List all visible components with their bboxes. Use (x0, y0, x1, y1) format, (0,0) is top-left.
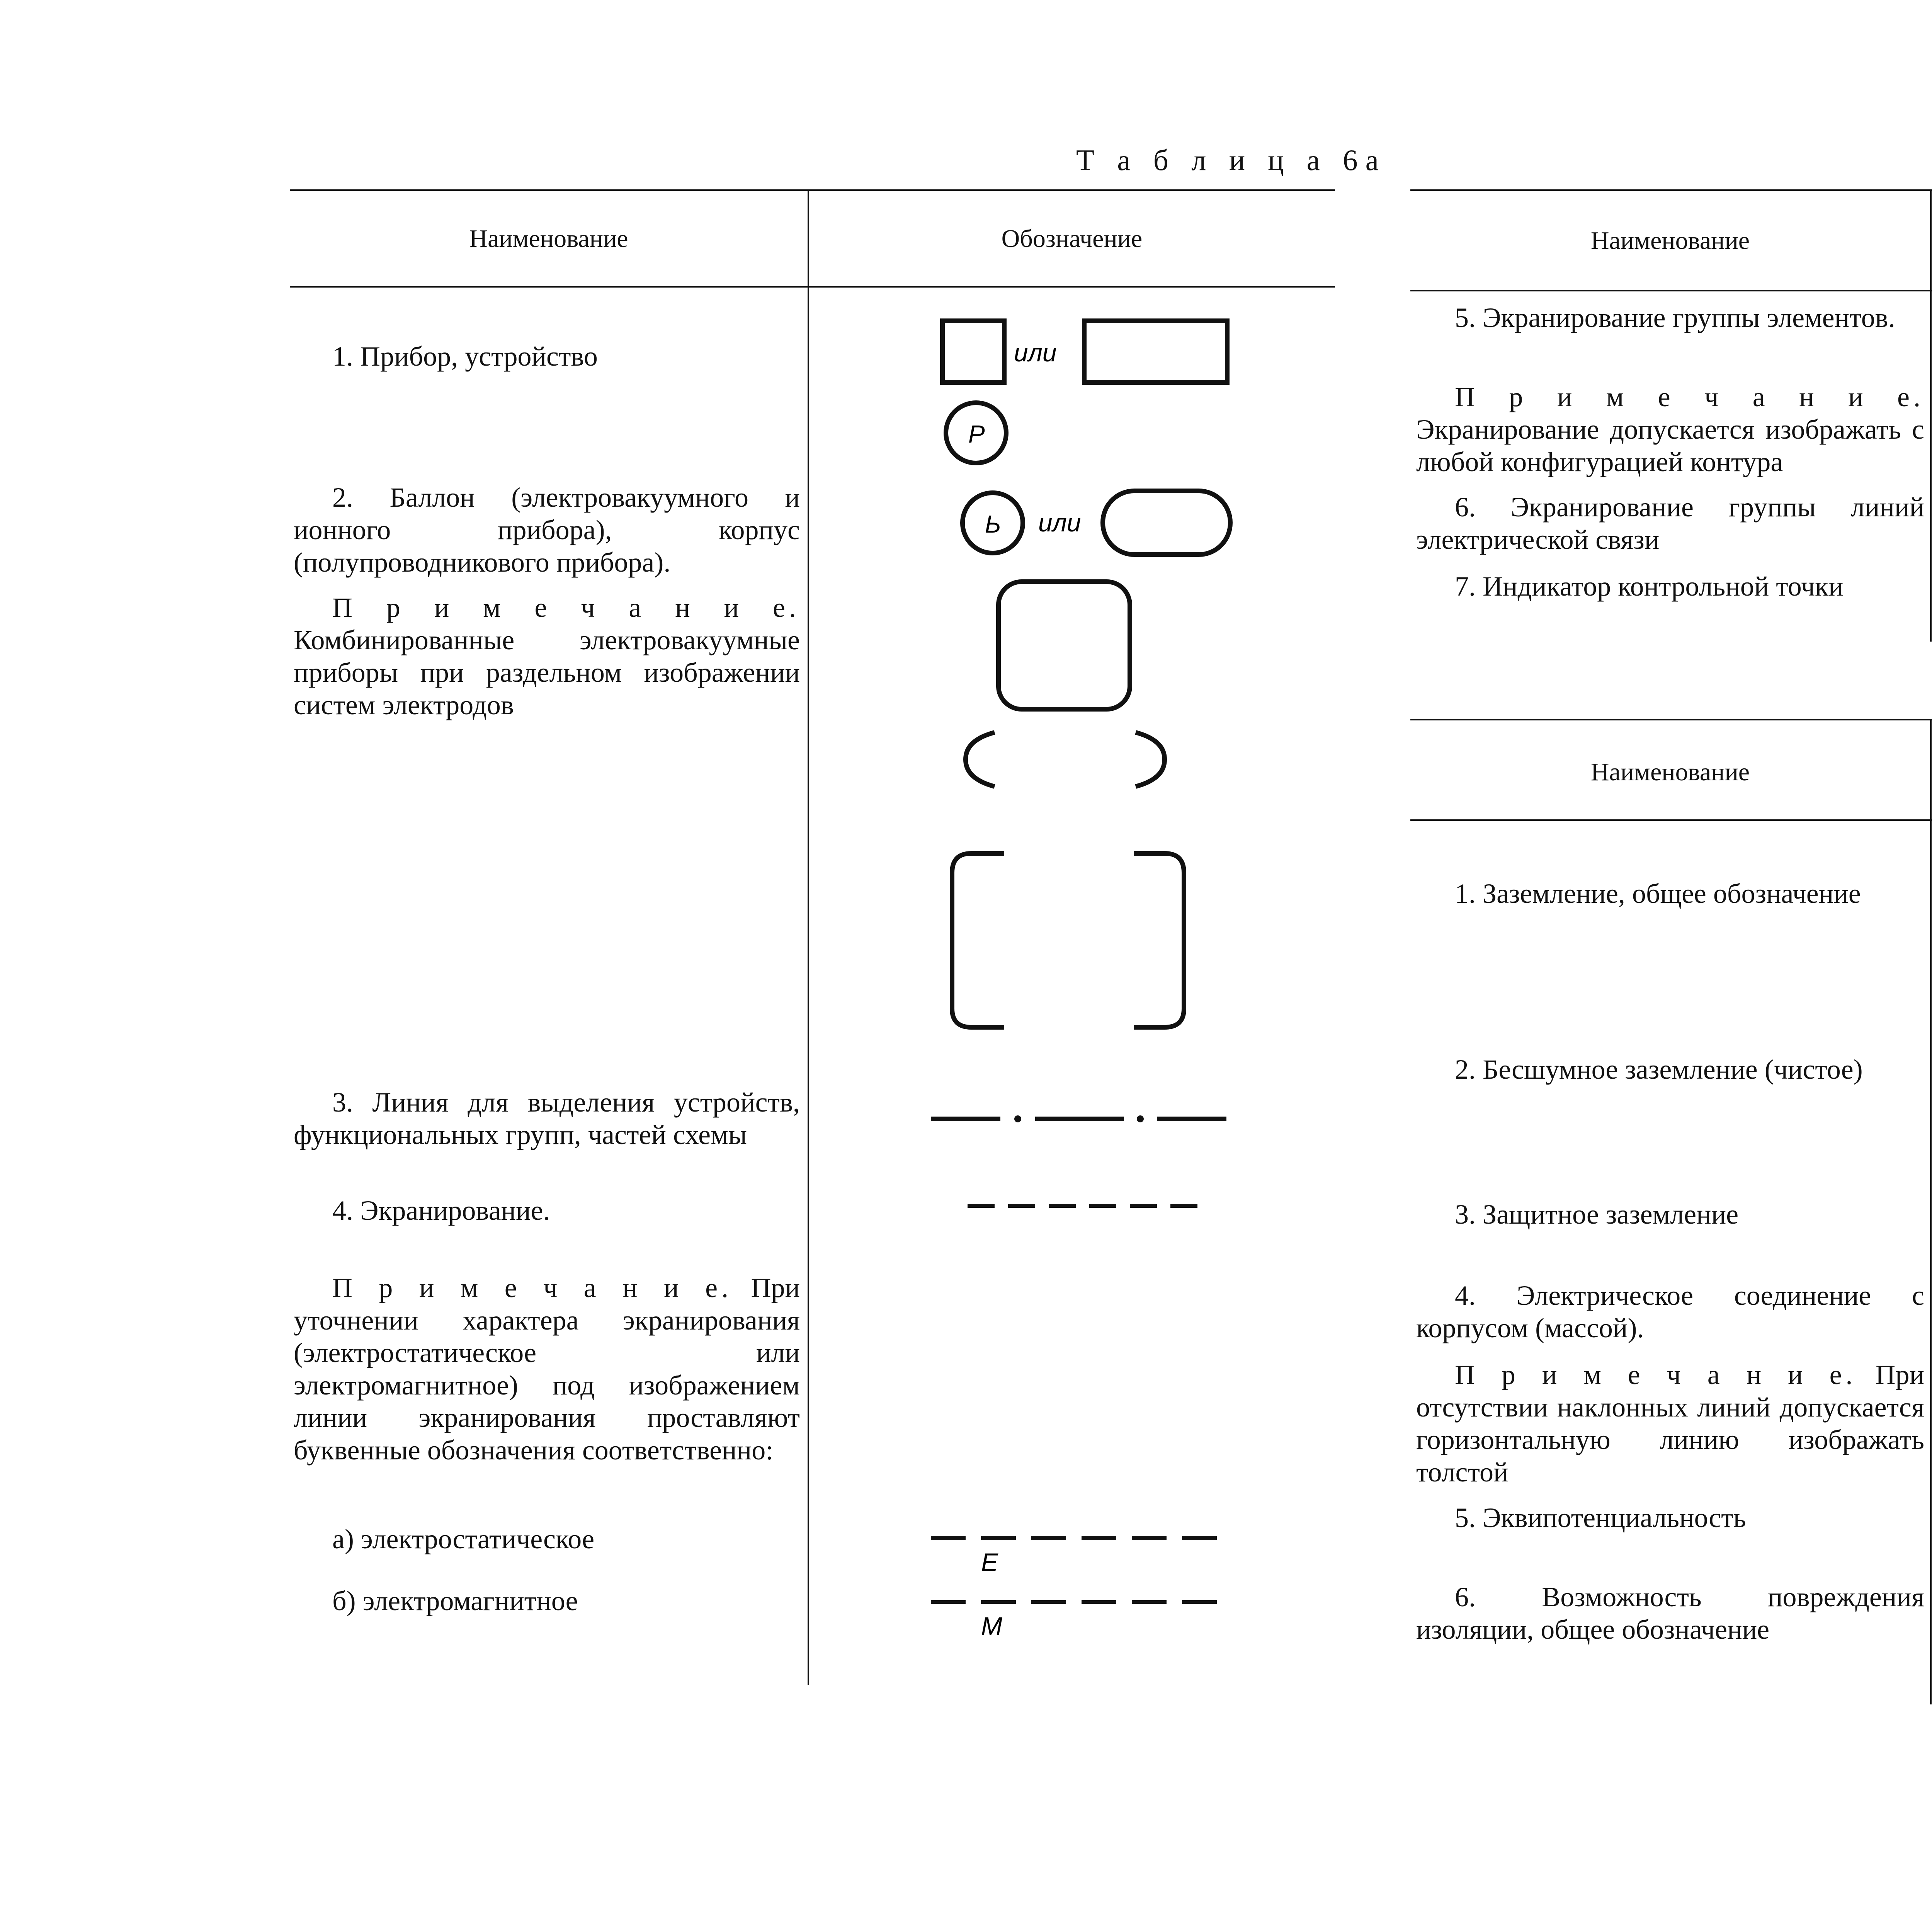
row-electrostatic: а) электростатическое (332, 1524, 595, 1554)
row-electromagnetic: б) электромагнитное (332, 1585, 578, 1616)
ili-label: или (1014, 338, 1057, 367)
row-lines-shielding: 6. Экранирование группы линий электрической связи (1416, 492, 1924, 555)
row-shielding-note: П р и м е ч а н и е. При уточнении характера экранирования (электростатическое или электромагнитное) под изображением линии экранирования проставляют буквенные обозначения соответственно: (294, 1272, 800, 1466)
row-equipotential: 5. Эквипотенциальность (1455, 1502, 1746, 1533)
row-chassis-note: П р и м е ч а н и е. При отсутствии наклонных линий допускается горизонтальную линию изображать толстой (1416, 1359, 1925, 1488)
combined-rounded-square-symbol (998, 582, 1130, 709)
row-balloon-note: П р и м е ч а н и е. Комбинированные электровакуумные приборы при раздельном изображении систем электродов (294, 592, 800, 720)
divider (290, 189, 1335, 191)
table-caption-6a: Т а б л и ц а 6а (1076, 143, 1386, 177)
row-device: 1. Прибор, устройство (332, 341, 598, 372)
header-symbol: Обозначение (1001, 225, 1143, 253)
row-test-point: 7. Индикатор контрольной точки (1455, 571, 1844, 602)
row-protective-grounding: 3. Защитное заземление (1455, 1199, 1739, 1230)
row-balloon: 2. Баллон (электровакуумного и ионного прибора), корпус (полупроводникового прибора). (294, 482, 800, 578)
bracket-left-large-icon (952, 853, 1004, 1027)
header-name: Наименование (1590, 226, 1750, 255)
header-name: Наименование (1590, 758, 1750, 786)
row-insulation-damage: 6. Возможность повреждения изоляции, общее обозначение (1416, 1582, 1924, 1645)
device-rect-symbol (1084, 321, 1227, 383)
bracket-left-small-icon (966, 732, 995, 787)
row-chassis-connection: 4. Электрическое соединение с корпусом (массой). (1416, 1280, 1924, 1343)
p-label: Р (968, 420, 985, 448)
e-label: Е (981, 1548, 998, 1577)
header-name: Наименование (469, 225, 628, 253)
divider (1410, 819, 1932, 821)
device-square-symbol (942, 321, 1004, 383)
m-label: М (981, 1612, 1002, 1640)
balloon-rounded-symbol (1103, 491, 1230, 555)
symbols-left (809, 290, 1335, 1681)
row-grounding: 1. Заземление, общее обозначение (1455, 878, 1861, 909)
divider (1410, 719, 1932, 720)
row-shielding: 4. Экранирование. (332, 1195, 550, 1226)
divider (290, 286, 1335, 288)
b-label: Ь (985, 510, 1001, 538)
divider (1410, 290, 1932, 291)
bracket-right-small-icon (1136, 732, 1165, 787)
row-group-shielding-note: П р и м е ч а н и е. Экранирование допускается изображать с любой конфигурацией контура (1416, 381, 1924, 477)
ili-label: или (1038, 508, 1081, 537)
row-noiseless-grounding: 2. Бесшумное заземление (чистое) (1455, 1054, 1863, 1085)
divider (1410, 189, 1932, 191)
bracket-right-large-icon (1134, 853, 1184, 1027)
row-group-shielding: 5. Экранирование группы элементов. (1455, 302, 1895, 333)
row-line: 3. Линия для выделения устройств, функциональных групп, частей схемы (294, 1087, 800, 1150)
